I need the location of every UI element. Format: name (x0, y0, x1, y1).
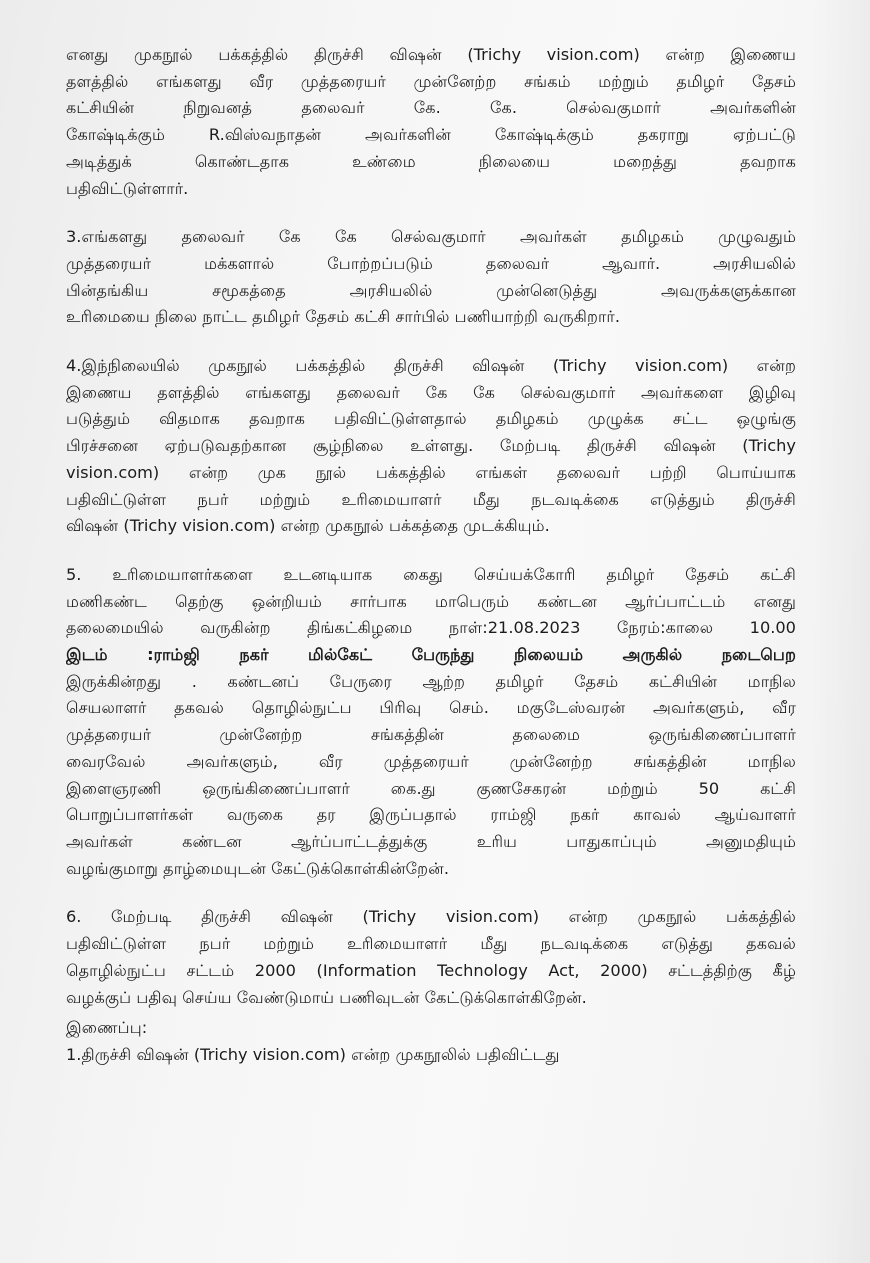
text-line: செயலாளர் தகவல் தொழில்நுட்ப பிரிவு செம். மகுடேஸ்வரன் அவர்களும், வீர (66, 698, 796, 718)
text-line: 3.எங்களது தலைவர் கே கே செல்வகுமார் அவர்கள் தமிழகம் முழுவதும் (66, 227, 796, 247)
text-line: எனது முகநூல் பக்கத்தில் திருச்சி விஷன் (Trichy vision.com) என்ற இணைய (66, 45, 796, 64)
text-line: இருக்கின்றது . கண்டனப் பேருரை ஆற்ற தமிழர் தேசம் கட்சியின் மாநில (66, 671, 796, 691)
text-line: உரிமையை நிலை நாட்ட தமிழர் தேசம் கட்சி சார்பில் பணியாற்றி வருகிறார். (66, 307, 621, 327)
paragraph-1 (66, 42, 796, 202)
text-line: கட்சியின் நிறுவனத் தலைவர் கே. கே. செல்வகுமார் அவர்களின் (66, 98, 796, 118)
text-line: 6. மேற்படி திருச்சி விஷன் (Trichy vision.com) என்ற முகநூல் பக்கத்தில் (66, 907, 796, 927)
text-line: பின்தங்கிய சமூகத்தை அரசியலில் முன்னெடுத்து அவருக்களுக்கான (66, 280, 796, 300)
attachment-item: 1.திருச்சி விஷன் (Trichy vision.com) என்ற முகநூலில் பதிவிட்டது (66, 1044, 560, 1064)
text-line: வைரவேல் அவர்களும், வீர முத்தரையர் முன்னேற்ற சங்கத்தின் மாநில (66, 751, 796, 771)
text-line: முத்தரையர் முன்னேற்ற சங்கத்தின் தலைமை ஒருங்கிணைப்பாளர் (66, 725, 796, 745)
text-line: படுத்தும் விதமாக தவறாக பதிவிட்டுள்ளதால் தமிழகம் முழுக்க சட்ட ஒழுங்கு (66, 409, 796, 429)
text-line: கோஷ்டிக்கும் R.விஸ்வநாதன் அவர்களின் கோஷ்டிக்கும் தகராறு ஏற்பட்டு (66, 125, 796, 145)
text-line: இளைஞரணி ஒருங்கிணைப்பாளர் கை.து குணசேகரன் மற்றும் 50 கட்சி (66, 778, 796, 798)
text-line: பதிவிட்டுள்ளார். (66, 178, 189, 198)
text-line: தலைமையில் வருகின்ற திங்கட்கிழமை நாள்:21.08.2023 நேரம்:காலை 10.00 (66, 618, 796, 638)
paragraph-3 (66, 224, 796, 331)
attachments-section (66, 1015, 796, 1068)
page-edge-shadow (810, 0, 870, 1263)
text-line: பிரச்சனை ஏற்படுவதற்கான சூழ்நிலை உள்ளது. மேற்படி திருச்சி விஷன் (Trichy (66, 436, 796, 456)
text-line: அடித்துக் கொண்டதாக உண்மை நிலையை மறைத்து தவறாக (66, 151, 796, 171)
text-line: பொறுப்பாளர்கள் வருகை தர இருப்பதால் ராம்ஜி நகர் காவல் ஆய்வாளர் (66, 805, 796, 825)
text-line: 5. உரிமையாளர்களை உடனடியாக கைது செய்யக்கோரி தமிழர் தேசம் கட்சி (66, 564, 796, 584)
text-line: 4.இந்நிலையில் முகநூல் பக்கத்தில் திருச்சி விஷன் (Trichy vision.com) என்ற (66, 356, 796, 376)
text-line: இடம் :ராம்ஜி நகர் மில்கேட் பேருந்து நிலையம் அருகில் நடைபெற (66, 645, 796, 665)
text-line: பதிவிட்டுள்ள நபர் மற்றும் உரிமையாளர் மீது நடவடிக்கை எடுத்தும் திருச்சி (66, 489, 796, 509)
text-line: வழங்குமாறு தாழ்மையுடன் கேட்டுக்கொள்கின்றேன். (66, 858, 449, 878)
text-line: வழக்குப் பதிவு செய்ய வேண்டுமாய் பணிவுடன் கேட்டுக்கொள்கிறேன். (66, 987, 587, 1007)
text-line: மணிகண்ட தெற்கு ஒன்றியம் சார்பாக மாபெரும் கண்டன ஆர்ப்பாட்டம் எனது (66, 591, 796, 611)
paragraph-4 (66, 353, 796, 540)
paragraph-6 (66, 904, 796, 1011)
text-line: அவர்கள் கண்டன ஆர்ப்பாட்டத்துக்கு உரிய பாதுகாப்பும் அனுமதியும் (66, 831, 796, 851)
text-line: இணைய தளத்தில் எங்களது தலைவர் கே கே செல்வகுமார் அவர்களை இழிவு (66, 382, 796, 402)
paragraph-5 (66, 562, 796, 882)
text-line: தளத்தில் எங்களது வீர முத்தரையர் முன்னேற்ற சங்கம் மற்றும் தமிழர் தேசம் (66, 71, 796, 91)
attachments-heading: இணைப்பு: (66, 1018, 148, 1038)
text-line: தொழில்நுட்ப சட்டம் 2000 (Information Technology Act, 2000) சட்டத்திற்கு கீழ் (66, 960, 796, 980)
text-line: vision.com) என்ற முக நூல் பக்கத்தில் எங்கள் தலைவர் பற்றி பொய்யாக (66, 462, 796, 482)
text-line: முத்தரையர் மக்களால் போற்றப்படும் தலைவர் ஆவார். அரசியலில் (66, 253, 796, 273)
letter-page (66, 40, 796, 1069)
text-line: விஷன் (Trichy vision.com) என்ற முகநூல் பக்கத்தை முடக்கியும். (66, 516, 550, 536)
text-line: பதிவிட்டுள்ள நபர் மற்றும் உரிமையாளர் மீது நடவடிக்கை எடுத்து தகவல் (66, 934, 796, 954)
